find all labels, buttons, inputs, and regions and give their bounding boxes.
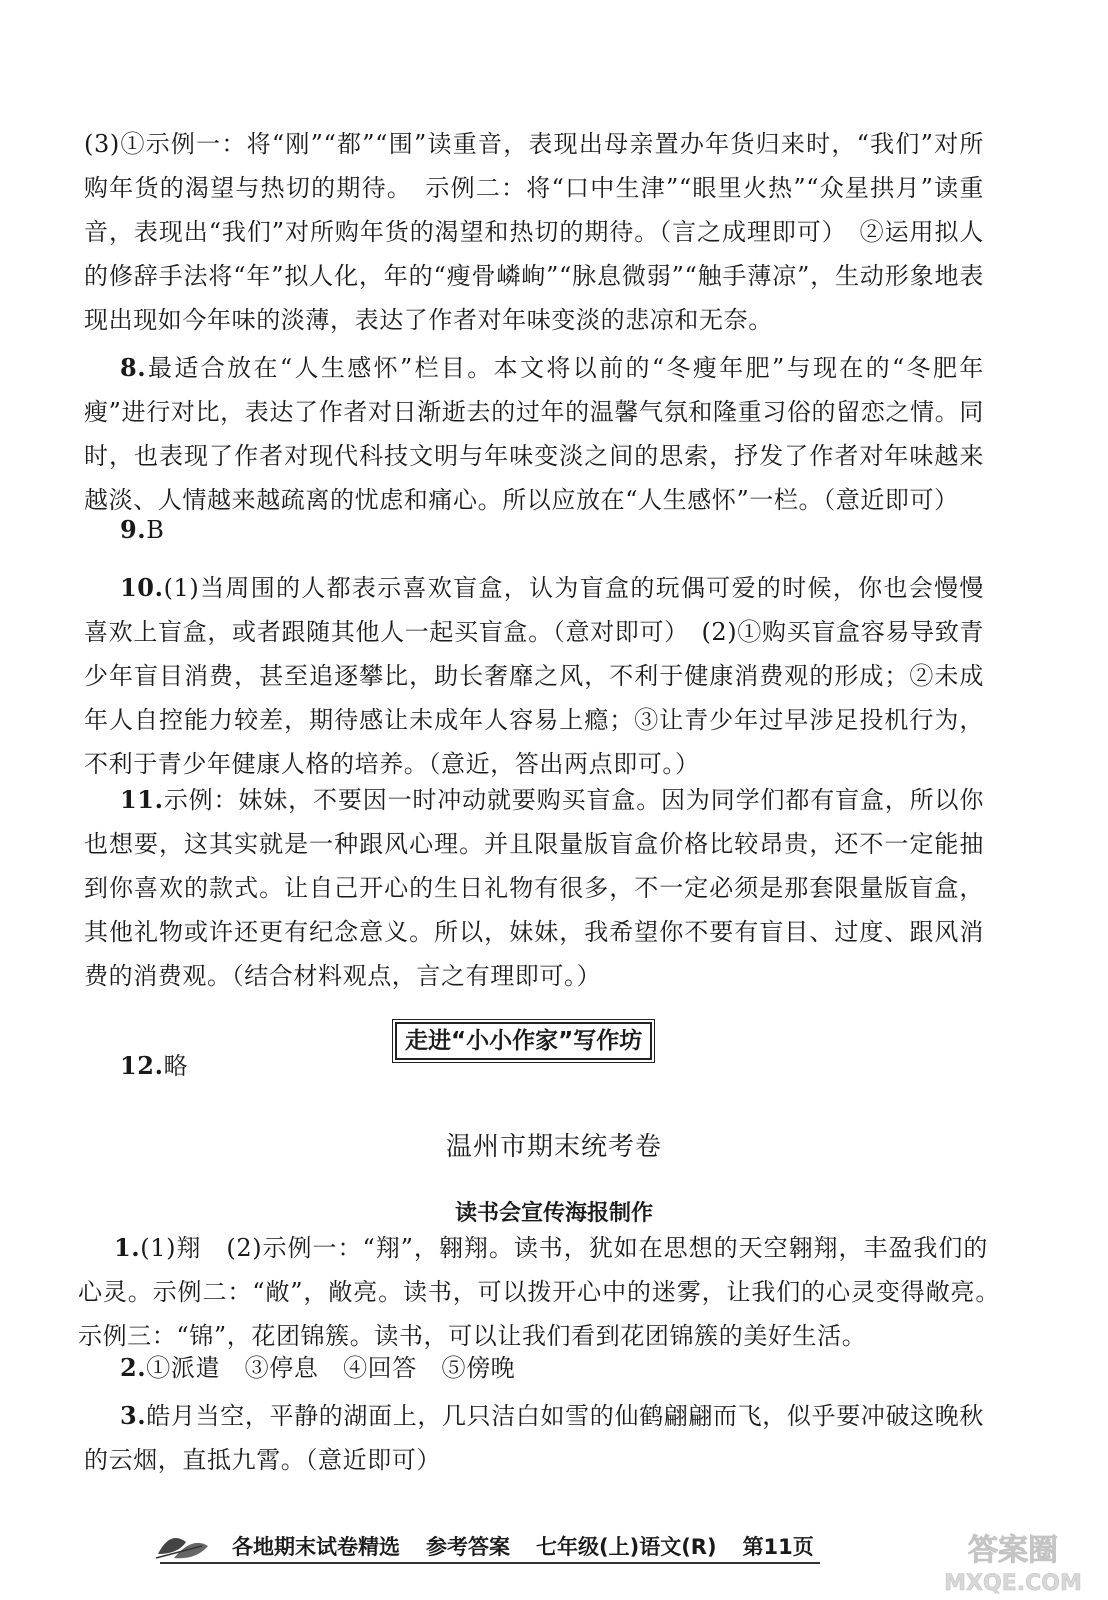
watermark-cn-text: 答案圈 xyxy=(968,1533,1058,1568)
question-number: 11. xyxy=(120,785,164,814)
question-number: 12. xyxy=(120,1051,164,1080)
question-number: 3. xyxy=(120,1401,147,1430)
section-subtitle: 读书会宣传海报制作 xyxy=(454,1201,653,1226)
answer-q11: 11.示例：妹妹，不要因一时冲动就要购买盲盒。因为同学们都有盲盒，所以你也想要，这其实就是一种跟风心理。并且限量版盲盒价格比较昂贵，还不一定能抽到你喜欢的款式。让自己开心的生日礼物有很多，不一定必须是那套限量版盲盒，其他礼物或许还更有纪念意义。所以，妹妹，我希望你不要有盲目、过度、跟风消费的消费观。（结合材料观点，言之有理即可。） xyxy=(84,785,984,990)
exam-title: 温州市期末统考卷 xyxy=(445,1132,662,1162)
answer-q12: 12.略 xyxy=(120,1051,189,1080)
section-heading-box: 走进“小小作家”写作坊 xyxy=(395,1022,652,1060)
answer-3: 3.皓月当空，平静的湖面上，几只洁白如雪的仙鹤翩翩而飞，似乎要冲破这晚秋的云烟，直抵九霄。（意近即可） xyxy=(84,1401,984,1474)
answer-q10: 10.(1)当周围的人都表示喜欢盲盒，认为盲盒的玩偶可爱的时候，你也会慢慢喜欢上盲盒，或者跟随其他人一起买盲盒。（意对即可） (2)①购买盲盒容易导致青少年盲目消费，甚至追逐攀比，助长奢靡之风，不利于健康消费观的形成；②未成年人自控能力较差，期待感让未成年人容易上瘾；③让青少年过早涉足投机行为，不利于青少年健康人格的培养。（意近，答出两点即可。） xyxy=(84,573,984,778)
footer-answers-label: 参考答案 xyxy=(426,1535,510,1559)
question-number: 9. xyxy=(120,515,147,544)
answer-q9: 9.B xyxy=(120,515,165,544)
footer-book-title: 各地期末试卷精选 xyxy=(232,1535,400,1559)
question-number: 10. xyxy=(120,573,164,602)
question-number: 1. xyxy=(114,1233,141,1262)
footer-grade: 七年级(上)语文(R) xyxy=(536,1535,717,1559)
footer-page-number: 第11页 xyxy=(742,1535,814,1559)
watermark-en-text: MXQE.COM xyxy=(944,1571,1082,1596)
answer-2: 2.①派遣 ③停息 ④回答 ⑤傍晚 xyxy=(120,1353,516,1382)
answer-q7-part3: (3)①示例一：将“刚”“都”“围”读重音，表现出母亲置办年货归来时，“我们”对所购年货的渴望与热切的期待。 示例二：将“口中生津”“眼里火热”“众星拱月”读重音，表现出“我们”对所购年货的渴望和热切的期待。（言之成理即可） ②运用拟人的修辞手法将“年”拟人化，年的“瘦骨嶙峋”“脉息微弱”“触手薄凉”，生动形象地表现出现如今年味的淡薄，表达了作者对年味变淡的悲凉和无奈。 xyxy=(84,130,984,334)
answer-1: 1.(1)翔 (2)示例一：“翔”，翱翔。读书，犹如在思想的天空翱翔，丰盈我们的心灵。示例二：“敞”，敞亮。读书，可以拨开心中的迷雾，让我们的心灵变得敞亮。 示例三：“锦”，花团锦簇。读书，可以让我们看到花团锦簇的美好生活。 xyxy=(78,1233,1013,1350)
watermark-logo xyxy=(928,1524,1098,1596)
question-number: 8. xyxy=(120,353,147,382)
page-footer xyxy=(160,1532,820,1564)
question-number: 2. xyxy=(120,1353,147,1382)
answer-q8: 8.最适合放在“人生感怀”栏目。本文将以前的“冬瘦年肥”与现在的“冬肥年瘦”进行对比，表达了作者对日渐逝去的过年的温馨气氛和隆重习俗的留恋之情。同时，也表现了作者对现代科技文明与年味变淡之间的思索，抒发了作者对年味越来越淡、人情越来越疏离的忧虑和痛心。所以应放在“人生感怀”一栏。（意近即可） xyxy=(84,353,984,514)
